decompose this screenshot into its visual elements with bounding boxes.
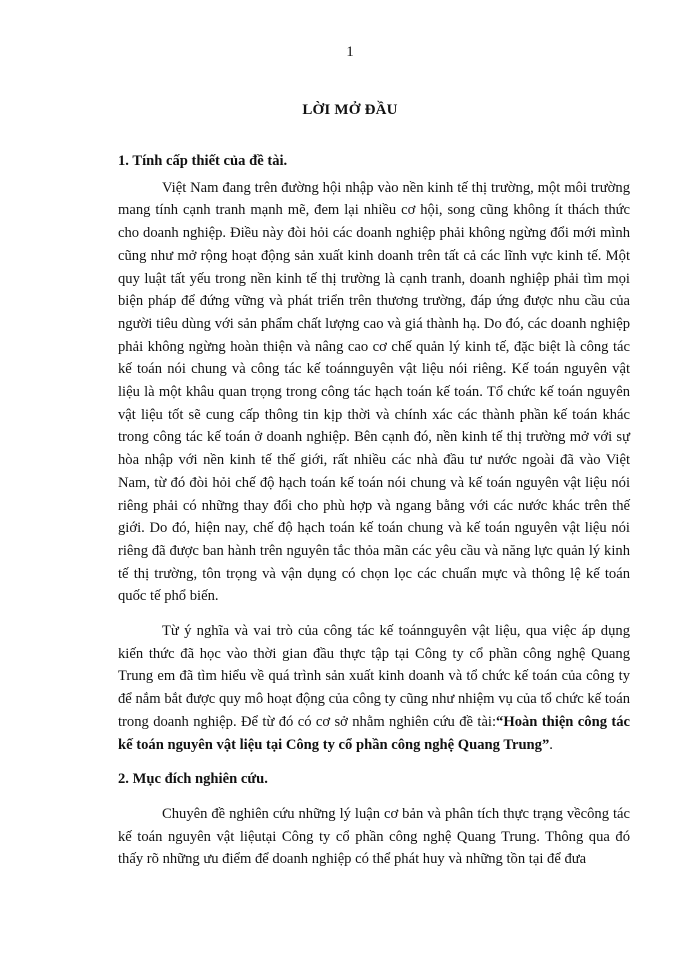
- section-1-paragraph-2: [118, 620, 630, 756]
- section-1-paragraph-1: Việt Nam đang trên đường hội nhập vào nền kinh tế thị trường, một môi trường mang tính cạnh tranh mạnh mẽ, đem lại nhiều cơ hội, song cũng không ít thách thức cho doanh nghiệp. Điều này đòi hỏi các doanh nghiệp phải không ngừng đổi mới mình cũng như mở rộng hoạt động sản xuất kinh doanh trên tất cả các lĩnh vực kinh tế. Một quy luật tất yếu trong nền kinh tế thị trường là cạnh tranh, doanh nghiệp phải tìm mọi biện pháp để đứng vững và phát triển trên thương trường, đáp ứng được nhu cầu của người tiêu dùng với sản phẩm chất lượng cao và giá thành hạ. Do đó, các doanh nghiệp phải không ngừng hoàn thiện và nâng cao cơ chế quản lý kinh tế, đặc biệt là công tác kế toán nói chung và công tác kế toánnguyên vật liệu nói riêng. Kế toán nguyên vật liệu là một khâu quan trọng trong công tác hạch toán kế toán. Tổ chức kế toán nguyên vật liệu tốt sẽ cung cấp thông tin kịp thời và chính xác các thành phần kế toán khác trong công tác kế toán ở doanh nghiệp. Bên cạnh đó, nền kinh tế thị trường mở với sự hòa nhập với nền kinh tế thế giới, rất nhiều các nhà đầu tư nước ngoài đã vào Việt Nam, từ đó đòi hỏi chế độ hạch toán kế toán nói chung và kế toán nguyên vật liệu nói riêng phải có những thay đổi cho phù hợp và ngang bằng với các nước khác trên thế giới. Do đó, hiện nay, chế độ hạch toán kế toán chung và kế toán nguyên vật liệu nói riêng đã được ban hành trên nguyên tắc thỏa mãn các yêu cầu và năng lực quản lý kinh tế thị trường, tôn trọng và vận dụng có chọn lọc các chuẩn mực và thông lệ kế toán quốc tế phổ biến.: [118, 179, 630, 605]
- page-number: 1: [346, 44, 354, 60]
- section-2-heading: 2. Mục đích nghiên cứu.: [118, 771, 268, 788]
- document-body: [118, 150, 630, 871]
- paragraph-end: .: [549, 736, 553, 753]
- section-1-heading: 1. Tính cấp thiết của đề tài.: [118, 153, 288, 169]
- paragraph-text: Từ ý nghĩa và vai trò của công tác kế toánnguyên vật liệu, qua việc áp dụng kiến thức đã học vào thời gian đầu thực tập tại Công ty cổ phần công nghệ Quang Trung em đã tìm hiểu về quá trình sản xuất kinh doanh và tổ chức kế toán của công ty để nắm bắt được quy mô hoạt động của công ty cũng như nhiệm vụ của tổ chức kế toán trong doanh nghiệp. Để từ đó có cơ sở nhằm nghiên cứu đề tài:: [118, 623, 630, 730]
- section-2-paragraph-1: Chuyên đề nghiên cứu những lý luận cơ bản và phân tích thực trạng vềcông tác kế toán nguyên vật liệutại Công ty cổ phần công nghệ Quang Trung. Thông qua đó thấy rõ những ưu điểm để doanh nghiệp có thể phát huy và những tồn tại để đưa: [118, 805, 630, 868]
- page-title: LỜI MỞ ĐẦU: [302, 102, 398, 118]
- thesis-title: “Hoàn thiện công tác kế toán nguyên vật liệu tại Công ty cổ phần công nghệ Quang Trung”: [118, 713, 631, 753]
